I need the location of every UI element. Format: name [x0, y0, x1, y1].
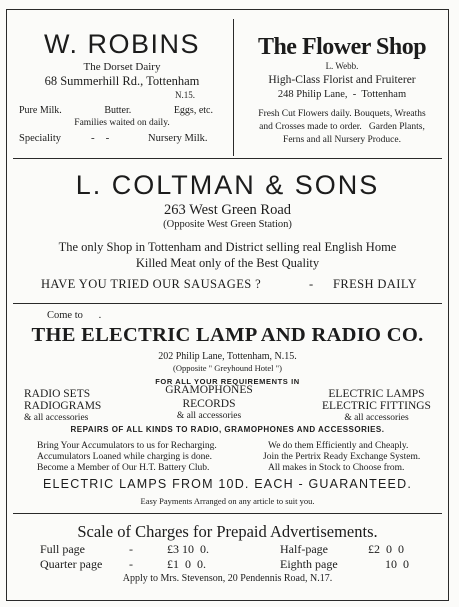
- robins-product: Eggs, etc.: [173, 105, 213, 116]
- electric-come-to: Come to .: [47, 310, 102, 321]
- electric-col1-line2: RADIOGRAMS: [24, 400, 102, 412]
- charges-full-dash: -: [129, 542, 133, 556]
- coltman-sausages-dash: -: [309, 277, 314, 291]
- coltman-fresh: FRESH DAILY: [333, 277, 418, 291]
- robins-name: W. ROBINS: [43, 29, 200, 59]
- electric-col3-line1: ELECTRIC LAMPS: [328, 388, 425, 400]
- robins-speciality-dashes: - -: [91, 132, 110, 144]
- charges-full-label: Full page: [40, 542, 85, 556]
- electric-repairs: REPAIRS OF ALL KINDS TO RADIO, GRAMOPHONES AND ACCESSORIES.: [70, 425, 385, 434]
- charges-quarter-dash: -: [129, 557, 133, 571]
- charges-apply: Apply to Mrs. Stevenson, 20 Pendennis Road, N.17.: [122, 573, 333, 584]
- divider-middle: [13, 303, 442, 304]
- charges-quarter-price: £1 0 0.: [167, 557, 206, 571]
- electric-name: THE ELECTRIC LAMP AND RADIO CO.: [31, 324, 424, 346]
- electric-col1-line1: RADIO SETS: [24, 388, 91, 400]
- robins-product: Butter.: [104, 105, 132, 116]
- electric-col1-line3: & all accessories: [24, 413, 89, 423]
- divider-vertical: [233, 19, 234, 156]
- flower-owner: L. Webb.: [325, 61, 359, 71]
- robins-products: [19, 105, 213, 116]
- flower-desc-line2: and Crosses made to order. Garden Plants,: [259, 122, 425, 132]
- robins-speciality-value: Nursery Milk.: [148, 133, 208, 144]
- robins-families: Families waited on daily.: [74, 118, 170, 128]
- flower-address: 248 Philip Lane, - Tottenham: [277, 89, 407, 100]
- electric-left-line1: Bring Your Accumulators to us for Recharging.: [37, 441, 217, 451]
- electric-col3-line2: ELECTRIC FITTINGS: [322, 400, 431, 412]
- divider-top: [13, 158, 442, 159]
- flower-desc-line3: Ferns and all Nursery Produce.: [283, 135, 401, 145]
- electric-lamps: ELECTRIC LAMPS FROM 10D. EACH - GUARANTEED.: [42, 477, 412, 491]
- flower-desc-line1: Fresh Cut Flowers daily. Bouquets, Wreaths: [258, 109, 426, 119]
- electric-easy: Easy Payments Arranged on any article to suit you.: [140, 496, 315, 506]
- divider-bottom: [13, 513, 442, 514]
- electric-right-line3: All makes in Stock to Choose from.: [268, 463, 405, 473]
- coltman-line2: Killed Meat only of the Best Quality: [135, 256, 320, 270]
- electric-address-note: (Opposite " Greyhound Hotel "): [173, 363, 282, 373]
- electric-left-line3: Become a Member of Our H.T. Battery Club.: [37, 463, 210, 473]
- flower-trade: High-Class Florist and Fruiterer: [268, 74, 416, 86]
- electric-col2-line3: & all accessories: [176, 411, 242, 421]
- charges-half-label: Half-page: [280, 542, 328, 556]
- charges-full-price: £3 10 0.: [167, 542, 209, 556]
- electric-left-line2: Accumulators Loaned while charging is done.: [37, 452, 212, 462]
- flower-name: The Flower Shop: [257, 34, 427, 60]
- electric-col2-line2: RECORDS: [182, 398, 236, 410]
- electric-right-line2: Join the Pertrix Ready Exchange System.: [263, 452, 421, 462]
- charges-eighth-price: 10 0: [385, 557, 409, 571]
- coltman-sausages: HAVE YOU TRIED OUR SAUSAGES ?: [41, 277, 262, 291]
- robins-subtitle: The Dorset Dairy: [83, 61, 161, 73]
- electric-requirements: FOR ALL YOUR REQUIREMENTS IN: [155, 377, 300, 386]
- charges-eighth-label: Eighth page: [280, 557, 338, 571]
- coltman-line1: The only Shop in Tottenham and District selling real English Home: [58, 240, 397, 254]
- robins-product: Pure Milk.: [19, 105, 62, 116]
- electric-right-line1: We do them Efficiently and Cheaply.: [268, 441, 409, 451]
- charges-quarter-label: Quarter page: [40, 557, 103, 571]
- robins-address: 68 Summerhill Rd., Tottenham: [44, 74, 200, 88]
- coltman-name: L. COLTMAN & SONS: [75, 170, 380, 200]
- electric-col3-line3: & all accessories: [344, 413, 409, 423]
- coltman-address-note: (Opposite West Green Station): [163, 219, 292, 230]
- robins-postcode: N.15.: [175, 90, 195, 100]
- electric-address: 202 Philip Lane, Tottenham, N.15.: [158, 351, 297, 362]
- charges-title: Scale of Charges for Prepaid Advertisements.: [77, 522, 378, 541]
- advertisement-page: [6, 9, 449, 601]
- coltman-address: 263 West Green Road: [163, 202, 292, 218]
- electric-col2-line1: GRAMOPHONES: [165, 384, 253, 396]
- charges-half-price: £2 0 0: [368, 542, 404, 556]
- robins-speciality-label: Speciality: [19, 133, 61, 144]
